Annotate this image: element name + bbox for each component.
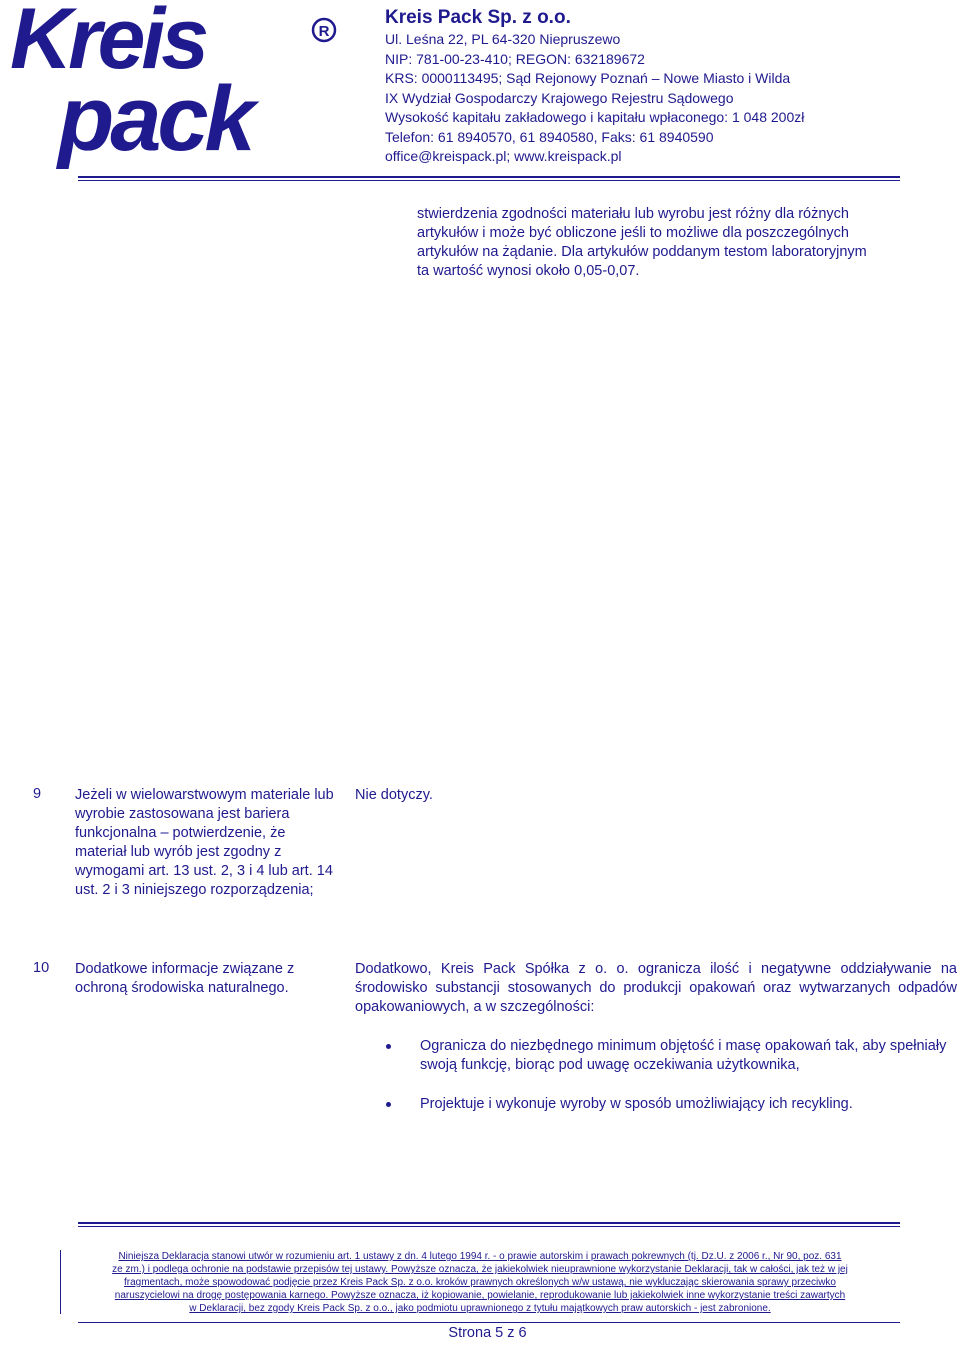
company-address: Ul. Leśna 22, PL 64-320 Niepruszewo bbox=[385, 31, 621, 47]
kreis-pack-logo-icon bbox=[6, 0, 346, 170]
bullet-icon bbox=[386, 1044, 391, 1049]
row-number: 9 bbox=[33, 786, 42, 802]
row-value: Nie dotyczy. bbox=[355, 787, 433, 803]
header-divider bbox=[78, 176, 900, 181]
company-logo bbox=[6, 0, 346, 170]
list-item bbox=[386, 1095, 956, 1115]
footer-divider bbox=[78, 1222, 900, 1227]
row-value: Dodatkowo, Kreis Pack Spółka z o. o. ogranicza ilość i negatywne oddziaływanie na środowisko substancji stosowanych do produkcji opakowań oraz wytwarzanych odpadów opakowaniowych, a w szczególności: bbox=[355, 961, 957, 1015]
row-description: Jeżeli w wielowarstwowym materiale lub wyrobie zastosowana jest bariera funkcjonalna – potwierdzenie, że materiał lub wyrób jest zgodny z wymogami art. 13 ust. 2, 3 i 4 lub art. 14 ust. 2 i 3 niniejszego rozporządzenia; bbox=[75, 787, 334, 898]
list-item-text: Ogranicza do niezbędnego minimum objętość i masę opakowań tak, aby spełniały swoją funkcję, biorąc pod uwagę oczekiwania użytkownika, bbox=[420, 1038, 947, 1073]
company-phone: Telefon: 61 8940570, 61 8940580, Faks: 61 8940590 bbox=[385, 128, 714, 145]
intro-line: artykułów na żądanie. Dla artykułów poddanym testom laboratoryjnym bbox=[417, 244, 867, 260]
row-description: Dodatkowe informacje związane z ochroną środowiska naturalnego. bbox=[75, 961, 295, 996]
company-header bbox=[385, 6, 955, 167]
intro-line: ta wartość wynosi około 0,05-0,07. bbox=[417, 263, 640, 279]
company-capital: Wysokość kapitału zakładowego i kapitału wpłaconego: 1 048 200zł bbox=[385, 109, 805, 125]
company-tax-ids: NIP: 781-00-23-410; REGON: 632189672 bbox=[385, 50, 645, 67]
svg-text:Kreis: Kreis bbox=[10, 0, 206, 87]
company-register: IX Wydział Gospodarczy Krajowego Rejestru Sądowego bbox=[385, 89, 734, 106]
copyright-notice bbox=[60, 1250, 900, 1315]
company-contact-links[interactable]: office@kreispack.pl; www.kreispack.pl bbox=[385, 148, 622, 164]
page-number: Strona 5 z 6 bbox=[448, 1325, 527, 1341]
copyright-line: fragmentach, może spowodować podjęcie przez Kreis Pack Sp. z o.o. kroków prawnych określonych w/w ustawą, nie wykluczając skierowania sprawy przeciwko bbox=[124, 1277, 836, 1288]
copyright-line: w Deklaracji, bez zgody Kreis Pack Sp. z o.o., jako podmiotu uprawnionego z tytułu majątkowych praw autorskich - jest zabronione. bbox=[189, 1303, 771, 1314]
svg-text:pack: pack bbox=[58, 68, 252, 170]
list-item bbox=[386, 1037, 956, 1077]
page-number-divider bbox=[78, 1322, 900, 1323]
company-name: Kreis Pack Sp. z o.o. bbox=[385, 7, 571, 28]
svg-text:R: R bbox=[318, 23, 330, 40]
list-item-text: Projektuje i wykonuje wyroby w sposób umożliwiający ich recykling. bbox=[420, 1096, 853, 1112]
copyright-line: ze zm.) i podlega ochronie na podstawie przepisów tej ustawy. Powyższe oznacza, że jakiekolwiek nieuprawnione wykorzystanie Deklaracji, tak w całości, jak też w jej bbox=[112, 1264, 848, 1275]
intro-line: stwierdzenia zgodności materiału lub wyrobu jest różny dla różnych bbox=[417, 206, 849, 222]
bullet-icon bbox=[386, 1102, 391, 1107]
intro-paragraph bbox=[417, 205, 955, 281]
copyright-line: Niniejsza Deklaracja stanowi utwór w rozumieniu art. 1 ustawy z dn. 4 lutego 1994 r. - o prawie autorskim i prawach pokrewnych (tj. Dz.U. z 2006 r., Nr 90, poz. 631 bbox=[118, 1251, 842, 1262]
row-number: 10 bbox=[33, 960, 50, 976]
copyright-line: naruszycielowi na drogę postępowania karnego. Powyższe oznacza, iż kopiowanie, powielanie, reprodukowanie lub jakiekolwiek inne wykorzystanie treści zawartych bbox=[114, 1290, 846, 1301]
company-krs: KRS: 0000113495; Sąd Rejonowy Poznań – Nowe Miasto i Wilda bbox=[385, 70, 791, 86]
intro-line: artykułów i może być obliczone jeśli to możliwe dla poszczególnych bbox=[417, 225, 849, 241]
